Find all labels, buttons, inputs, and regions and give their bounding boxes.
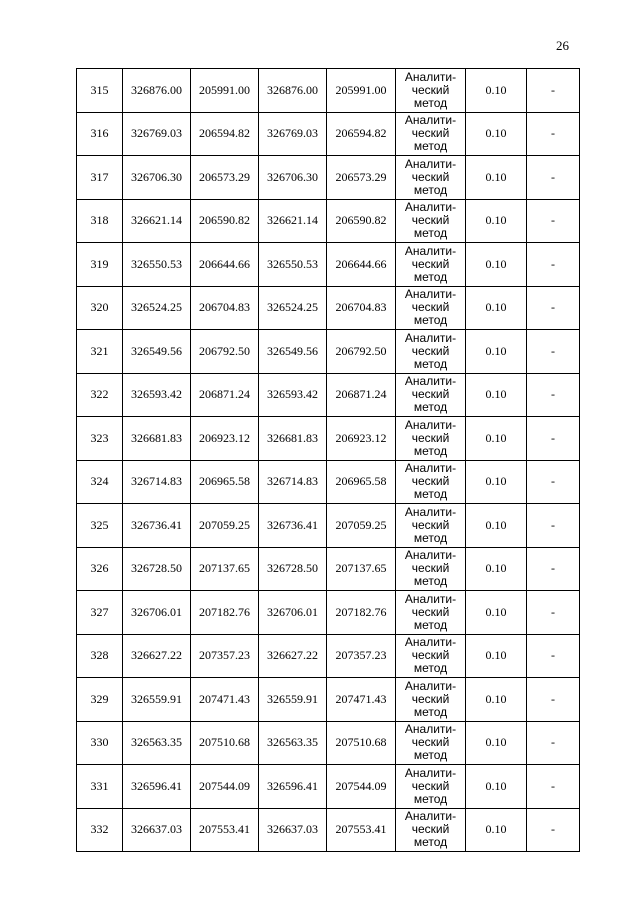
accuracy-cell: 0.10 bbox=[466, 504, 527, 548]
coordinates-table bbox=[76, 68, 580, 852]
method-line: ческий bbox=[411, 82, 450, 97]
accuracy-cell: 0.10 bbox=[466, 721, 527, 765]
method-line: метод bbox=[413, 139, 448, 154]
accuracy-cell: 0.10 bbox=[466, 678, 527, 722]
row-number-cell: 324 bbox=[77, 460, 123, 504]
note-cell: - bbox=[527, 417, 580, 461]
row-number-cell: 329 bbox=[77, 678, 123, 722]
method-cell bbox=[396, 808, 466, 852]
method-line: ческий bbox=[411, 300, 450, 315]
accuracy-cell: 0.10 bbox=[466, 808, 527, 852]
method-cell bbox=[396, 721, 466, 765]
row-number-cell: 327 bbox=[77, 591, 123, 635]
note-cell: - bbox=[527, 765, 580, 809]
x-coordinate-cell: 326706.30 bbox=[123, 156, 191, 200]
method-line: ческий bbox=[411, 256, 450, 271]
y-coordinate-cell: 206965.58 bbox=[191, 460, 259, 504]
method-cell bbox=[396, 417, 466, 461]
y-coordinate-new-cell: 205991.00 bbox=[327, 69, 396, 113]
method-cell bbox=[396, 591, 466, 635]
method-line: ческий bbox=[411, 213, 450, 228]
table-row bbox=[77, 460, 580, 504]
method-cell bbox=[396, 373, 466, 417]
method-line: ческий bbox=[411, 126, 450, 141]
method-line: метод bbox=[413, 835, 448, 850]
x-coordinate-new-cell: 326524.25 bbox=[259, 286, 327, 330]
x-coordinate-cell: 326550.53 bbox=[123, 243, 191, 287]
y-coordinate-cell: 207059.25 bbox=[191, 504, 259, 548]
x-coordinate-cell: 326681.83 bbox=[123, 417, 191, 461]
method-line: ческий bbox=[411, 517, 450, 532]
note-cell: - bbox=[527, 721, 580, 765]
table-row bbox=[77, 330, 580, 374]
method-cell bbox=[396, 69, 466, 113]
table-row bbox=[77, 765, 580, 809]
method-line: ческий bbox=[411, 778, 450, 793]
note-cell: - bbox=[527, 678, 580, 722]
y-coordinate-new-cell: 207553.41 bbox=[327, 808, 396, 852]
x-coordinate-new-cell: 326559.91 bbox=[259, 678, 327, 722]
method-cell bbox=[396, 330, 466, 374]
accuracy-cell: 0.10 bbox=[466, 591, 527, 635]
method-line: метод bbox=[413, 661, 448, 676]
method-line: ческий bbox=[411, 604, 450, 619]
accuracy-cell: 0.10 bbox=[466, 112, 527, 156]
x-coordinate-new-cell: 326593.42 bbox=[259, 373, 327, 417]
x-coordinate-new-cell: 326550.53 bbox=[259, 243, 327, 287]
x-coordinate-new-cell: 326706.01 bbox=[259, 591, 327, 635]
y-coordinate-new-cell: 207510.68 bbox=[327, 721, 396, 765]
y-coordinate-cell: 207357.23 bbox=[191, 634, 259, 678]
method-line: Аналити- bbox=[404, 200, 457, 215]
method-line: метод bbox=[413, 356, 448, 371]
y-coordinate-cell: 207553.41 bbox=[191, 808, 259, 852]
row-number-cell: 322 bbox=[77, 373, 123, 417]
method-line: метод bbox=[413, 226, 448, 241]
accuracy-cell: 0.10 bbox=[466, 417, 527, 461]
method-line: Аналити- bbox=[404, 374, 457, 389]
method-cell bbox=[396, 112, 466, 156]
row-number-cell: 325 bbox=[77, 504, 123, 548]
table-row bbox=[77, 243, 580, 287]
y-coordinate-cell: 207471.43 bbox=[191, 678, 259, 722]
y-coordinate-new-cell: 207137.65 bbox=[327, 547, 396, 591]
accuracy-cell: 0.10 bbox=[466, 243, 527, 287]
method-cell bbox=[396, 243, 466, 287]
y-coordinate-new-cell: 207357.23 bbox=[327, 634, 396, 678]
row-number-cell: 323 bbox=[77, 417, 123, 461]
y-coordinate-cell: 206923.12 bbox=[191, 417, 259, 461]
x-coordinate-new-cell: 326563.35 bbox=[259, 721, 327, 765]
row-number-cell: 321 bbox=[77, 330, 123, 374]
method-line: ческий bbox=[411, 343, 450, 358]
x-coordinate-cell: 326714.83 bbox=[123, 460, 191, 504]
table-row bbox=[77, 417, 580, 461]
accuracy-cell: 0.10 bbox=[466, 765, 527, 809]
x-coordinate-new-cell: 326681.83 bbox=[259, 417, 327, 461]
method-line: Аналити- bbox=[404, 504, 457, 519]
method-line: ческий bbox=[411, 561, 450, 576]
method-line: Аналити- bbox=[404, 678, 457, 693]
method-line: Аналити- bbox=[404, 156, 457, 171]
y-coordinate-cell: 206573.29 bbox=[191, 156, 259, 200]
method-line: Аналити- bbox=[404, 330, 457, 345]
x-coordinate-new-cell: 326621.14 bbox=[259, 199, 327, 243]
method-cell bbox=[396, 286, 466, 330]
row-number-cell: 328 bbox=[77, 634, 123, 678]
x-coordinate-new-cell: 326736.41 bbox=[259, 504, 327, 548]
method-line: Аналити- bbox=[404, 722, 457, 737]
row-number-cell: 319 bbox=[77, 243, 123, 287]
note-cell: - bbox=[527, 373, 580, 417]
table-row bbox=[77, 373, 580, 417]
method-line: метод bbox=[413, 313, 448, 328]
method-line: ческий bbox=[411, 474, 450, 489]
y-coordinate-new-cell: 207471.43 bbox=[327, 678, 396, 722]
method-line: метод bbox=[413, 574, 448, 589]
row-number-cell: 326 bbox=[77, 547, 123, 591]
y-coordinate-new-cell: 207544.09 bbox=[327, 765, 396, 809]
method-line: ческий bbox=[411, 169, 450, 184]
row-number-cell: 320 bbox=[77, 286, 123, 330]
x-coordinate-new-cell: 326876.00 bbox=[259, 69, 327, 113]
note-cell: - bbox=[527, 504, 580, 548]
method-line: Аналити- bbox=[404, 69, 457, 84]
y-coordinate-new-cell: 206590.82 bbox=[327, 199, 396, 243]
method-line: метод bbox=[413, 791, 448, 806]
row-number-cell: 315 bbox=[77, 69, 123, 113]
method-line: метод bbox=[413, 443, 448, 458]
method-line: ческий bbox=[411, 691, 450, 706]
table-row bbox=[77, 678, 580, 722]
row-number-cell: 331 bbox=[77, 765, 123, 809]
table-row bbox=[77, 69, 580, 113]
x-coordinate-cell: 326706.01 bbox=[123, 591, 191, 635]
accuracy-cell: 0.10 bbox=[466, 199, 527, 243]
accuracy-cell: 0.10 bbox=[466, 330, 527, 374]
row-number-cell: 317 bbox=[77, 156, 123, 200]
method-cell bbox=[396, 460, 466, 504]
method-line: Аналити- bbox=[404, 765, 457, 780]
accuracy-cell: 0.10 bbox=[466, 286, 527, 330]
method-line: Аналити- bbox=[404, 548, 457, 563]
y-coordinate-new-cell: 206965.58 bbox=[327, 460, 396, 504]
table-row bbox=[77, 199, 580, 243]
x-coordinate-cell: 326876.00 bbox=[123, 69, 191, 113]
method-cell bbox=[396, 156, 466, 200]
x-coordinate-cell: 326549.56 bbox=[123, 330, 191, 374]
x-coordinate-cell: 326593.42 bbox=[123, 373, 191, 417]
method-line: Аналити- bbox=[404, 461, 457, 476]
y-coordinate-new-cell: 206704.83 bbox=[327, 286, 396, 330]
method-line: ческий bbox=[411, 648, 450, 663]
method-line: метод bbox=[413, 704, 448, 719]
x-coordinate-new-cell: 326627.22 bbox=[259, 634, 327, 678]
note-cell: - bbox=[527, 286, 580, 330]
x-coordinate-cell: 326728.50 bbox=[123, 547, 191, 591]
table-row bbox=[77, 156, 580, 200]
method-line: метод bbox=[413, 487, 448, 502]
table-row bbox=[77, 547, 580, 591]
method-line: Аналити- bbox=[404, 113, 457, 128]
row-number-cell: 318 bbox=[77, 199, 123, 243]
table-row bbox=[77, 112, 580, 156]
y-coordinate-cell: 207544.09 bbox=[191, 765, 259, 809]
x-coordinate-new-cell: 326596.41 bbox=[259, 765, 327, 809]
y-coordinate-cell: 207137.65 bbox=[191, 547, 259, 591]
x-coordinate-cell: 326621.14 bbox=[123, 199, 191, 243]
method-cell bbox=[396, 634, 466, 678]
x-coordinate-cell: 326736.41 bbox=[123, 504, 191, 548]
y-coordinate-cell: 206644.66 bbox=[191, 243, 259, 287]
note-cell: - bbox=[527, 243, 580, 287]
table-row bbox=[77, 808, 580, 852]
method-line: ческий bbox=[411, 735, 450, 750]
x-coordinate-cell: 326596.41 bbox=[123, 765, 191, 809]
accuracy-cell: 0.10 bbox=[466, 634, 527, 678]
method-line: метод bbox=[413, 269, 448, 284]
y-coordinate-new-cell: 206644.66 bbox=[327, 243, 396, 287]
method-line: ческий bbox=[411, 430, 450, 445]
table-row bbox=[77, 721, 580, 765]
method-cell bbox=[396, 504, 466, 548]
method-line: Аналити- bbox=[404, 809, 457, 824]
method-line: Аналити- bbox=[404, 287, 457, 302]
note-cell: - bbox=[527, 330, 580, 374]
method-line: метод bbox=[413, 530, 448, 545]
row-number-cell: 332 bbox=[77, 808, 123, 852]
accuracy-cell: 0.10 bbox=[466, 69, 527, 113]
y-coordinate-cell: 205991.00 bbox=[191, 69, 259, 113]
x-coordinate-new-cell: 326714.83 bbox=[259, 460, 327, 504]
method-line: метод bbox=[413, 748, 448, 763]
x-coordinate-cell: 326769.03 bbox=[123, 112, 191, 156]
method-cell bbox=[396, 765, 466, 809]
note-cell: - bbox=[527, 591, 580, 635]
y-coordinate-new-cell: 206594.82 bbox=[327, 112, 396, 156]
x-coordinate-cell: 326524.25 bbox=[123, 286, 191, 330]
x-coordinate-new-cell: 326549.56 bbox=[259, 330, 327, 374]
accuracy-cell: 0.10 bbox=[466, 156, 527, 200]
method-line: ческий bbox=[411, 822, 450, 837]
x-coordinate-new-cell: 326706.30 bbox=[259, 156, 327, 200]
table-row bbox=[77, 634, 580, 678]
method-cell bbox=[396, 199, 466, 243]
note-cell: - bbox=[527, 547, 580, 591]
method-line: метод bbox=[413, 617, 448, 632]
x-coordinate-new-cell: 326637.03 bbox=[259, 808, 327, 852]
table-body bbox=[77, 69, 580, 852]
y-coordinate-new-cell: 207059.25 bbox=[327, 504, 396, 548]
method-line: метод bbox=[413, 95, 448, 110]
table-row bbox=[77, 286, 580, 330]
accuracy-cell: 0.10 bbox=[466, 460, 527, 504]
note-cell: - bbox=[527, 69, 580, 113]
method-cell bbox=[396, 547, 466, 591]
note-cell: - bbox=[527, 460, 580, 504]
y-coordinate-cell: 206594.82 bbox=[191, 112, 259, 156]
table-row bbox=[77, 504, 580, 548]
y-coordinate-new-cell: 206792.50 bbox=[327, 330, 396, 374]
method-cell bbox=[396, 678, 466, 722]
x-coordinate-new-cell: 326769.03 bbox=[259, 112, 327, 156]
accuracy-cell: 0.10 bbox=[466, 373, 527, 417]
x-coordinate-cell: 326627.22 bbox=[123, 634, 191, 678]
method-line: Аналити- bbox=[404, 635, 457, 650]
y-coordinate-cell: 207510.68 bbox=[191, 721, 259, 765]
y-coordinate-cell: 206792.50 bbox=[191, 330, 259, 374]
row-number-cell: 330 bbox=[77, 721, 123, 765]
method-line: Аналити- bbox=[404, 591, 457, 606]
y-coordinate-cell: 207182.76 bbox=[191, 591, 259, 635]
y-coordinate-cell: 206871.24 bbox=[191, 373, 259, 417]
x-coordinate-cell: 326637.03 bbox=[123, 808, 191, 852]
y-coordinate-new-cell: 206923.12 bbox=[327, 417, 396, 461]
note-cell: - bbox=[527, 634, 580, 678]
note-cell: - bbox=[527, 808, 580, 852]
table-row bbox=[77, 591, 580, 635]
y-coordinate-new-cell: 206573.29 bbox=[327, 156, 396, 200]
x-coordinate-cell: 326559.91 bbox=[123, 678, 191, 722]
note-cell: - bbox=[527, 156, 580, 200]
method-line: ческий bbox=[411, 387, 450, 402]
y-coordinate-cell: 206590.82 bbox=[191, 199, 259, 243]
y-coordinate-cell: 206704.83 bbox=[191, 286, 259, 330]
x-coordinate-cell: 326563.35 bbox=[123, 721, 191, 765]
method-line: Аналити- bbox=[404, 243, 457, 258]
method-line: метод bbox=[413, 182, 448, 197]
method-line: Аналити- bbox=[404, 417, 457, 432]
page-number: 26 bbox=[556, 38, 569, 53]
row-number-cell: 316 bbox=[77, 112, 123, 156]
note-cell: - bbox=[527, 112, 580, 156]
y-coordinate-new-cell: 207182.76 bbox=[327, 591, 396, 635]
note-cell: - bbox=[527, 199, 580, 243]
method-line: метод bbox=[413, 400, 448, 415]
accuracy-cell: 0.10 bbox=[466, 547, 527, 591]
x-coordinate-new-cell: 326728.50 bbox=[259, 547, 327, 591]
y-coordinate-new-cell: 206871.24 bbox=[327, 373, 396, 417]
